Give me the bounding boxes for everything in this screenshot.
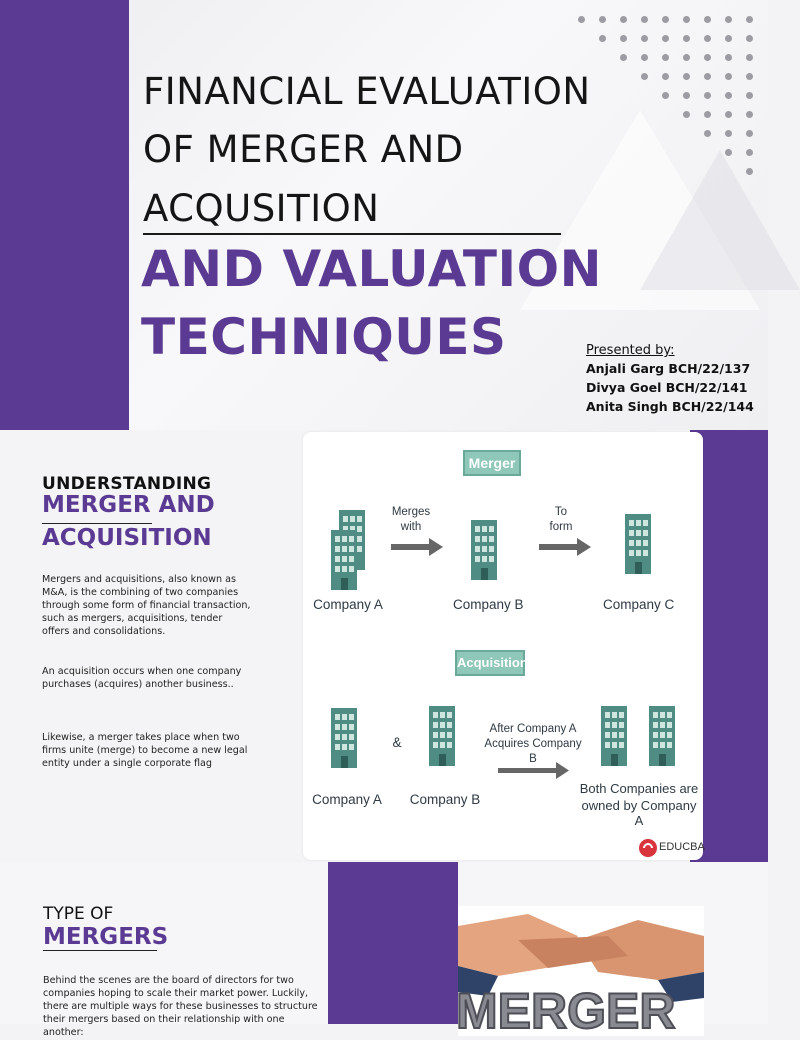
decor-dot [746,35,753,42]
subtitle-line-2: TECHNIQUES [141,308,507,366]
educba-logo-text: EDUCBA [659,841,705,853]
decor-dot [662,73,669,80]
after-acquire-label-2: Acquires Company B [484,738,582,765]
to-form-label-2: form [549,521,573,533]
decor-dot [641,35,648,42]
merges-with-label-2: with [400,521,422,533]
after-acquire-label-1: After Company A [489,723,577,735]
title-line-1: FINANCIAL EVALUATION [143,70,591,113]
merger-acquisition-diagram [303,432,703,860]
presenter-3: Anita Singh BCH/22/144 [586,399,754,414]
decor-dot [725,73,732,80]
decor-dot [578,16,585,23]
decor-dot [599,35,606,42]
building-icon [331,510,365,590]
handshake-icon [456,906,704,1039]
decor-dot [704,54,711,61]
decor-dot [683,16,690,23]
merger-tag: Merger [463,450,521,476]
decor-dot [599,16,606,23]
paragraph-ma-definition: Mergers and acquisitions, also known as M&A, is the combining of two companies through some form of financial transaction, such as mergers, acquisitions, tender offers and consolidations. [42,574,251,637]
title-underline [143,233,561,235]
decor-dot [746,16,753,23]
decor-dot [725,16,732,23]
decor-dot [746,168,753,175]
decor-dot [746,111,753,118]
educba-logo-icon [639,839,657,857]
decor-dot [704,35,711,42]
to-form-label-1: To [554,506,568,518]
decor-dot [704,16,711,23]
subtitle-line-1: AND VALUATION [141,240,602,298]
arrow-icon [391,538,443,556]
decor-dot [746,54,753,61]
title-line-3: ACQUSITION [143,187,380,230]
merger-image-text: MERGER [456,983,676,1039]
decor-dot [620,16,627,23]
handshake-image [456,906,704,1039]
decor-dot [662,35,669,42]
purple-side-bar [328,862,458,1024]
both-owned-label-2: owned by Company A [581,798,697,828]
company-a-label: Company A [313,597,383,612]
building-icon [471,520,497,580]
company-b-label: Company B [453,597,524,612]
heading-underline [42,523,152,524]
decor-dot [704,111,711,118]
dot-grid-decoration [572,10,768,190]
decor-dot [641,16,648,23]
merger-acquisition-slide [0,430,768,862]
decor-dot [725,92,732,99]
decor-dot [620,35,627,42]
section-heading-small: TYPE OF [43,904,114,924]
paragraph-acquisition: An acquisition occurs when one company purchases (acquires) another business.. [42,666,242,690]
acquisition-tag: Acquisition [455,650,525,676]
paragraph-merger: Likewise, a merger takes place when two firms unite (merge) to become a new legal entity under a single corporate flag [42,732,248,769]
purple-side-bar [0,0,129,430]
types-of-mergers-slide [0,862,768,1039]
building-icon [331,708,357,768]
building-icon [649,706,675,766]
decor-dot [662,16,669,23]
section-heading-line-1: MERGER AND [42,492,215,518]
decor-dot [683,35,690,42]
presenter-2: Divya Goel BCH/22/141 [586,380,748,395]
company-b-label: Company B [409,792,481,807]
arrow-icon [539,538,591,556]
decor-dot [683,111,690,118]
decor-dot [683,54,690,61]
decor-dot [704,73,711,80]
presented-by-label: Presented by: [586,343,675,358]
building-icon [429,706,455,766]
decor-dot [746,73,753,80]
section-heading-big: MERGERS [43,924,169,950]
decor-dot [704,130,711,137]
paragraph-types-intro: Behind the scenes are the board of directors for two companies hoping to scale their market power. Luckily, there are multiple ways for these businesses to structure their mergers based on their relationship with one another: [43,975,318,1038]
decor-dot [662,54,669,61]
section-heading-small: UNDERSTANDING [42,474,212,494]
ampersand-label: & [392,735,402,750]
decor-dot [620,54,627,61]
presenter-1: Anjali Garg BCH/22/137 [586,361,751,376]
building-icon [601,706,627,766]
decor-dot [725,54,732,61]
decor-dot [683,73,690,80]
decor-dot [662,92,669,99]
decor-dot [641,73,648,80]
decor-dot [683,92,690,99]
decor-dot [704,92,711,99]
decor-dot [746,149,753,156]
building-icon [625,514,651,574]
decor-dot [725,130,732,137]
decor-dot [725,111,732,118]
decor-dot [641,54,648,61]
title-slide [0,0,768,430]
company-c-label: Company C [603,597,675,612]
both-owned-label-1: Both Companies are [579,781,699,796]
heading-underline [43,950,157,951]
section-heading-line-2: ACQUISITION [42,525,212,551]
title-line-2: OF MERGER AND [143,128,464,171]
decor-dot [725,35,732,42]
company-a-label: Company A [312,792,382,807]
decor-dot [725,149,732,156]
decor-dot [746,130,753,137]
merges-with-label-1: Merges [391,506,431,518]
decor-dot [746,92,753,99]
